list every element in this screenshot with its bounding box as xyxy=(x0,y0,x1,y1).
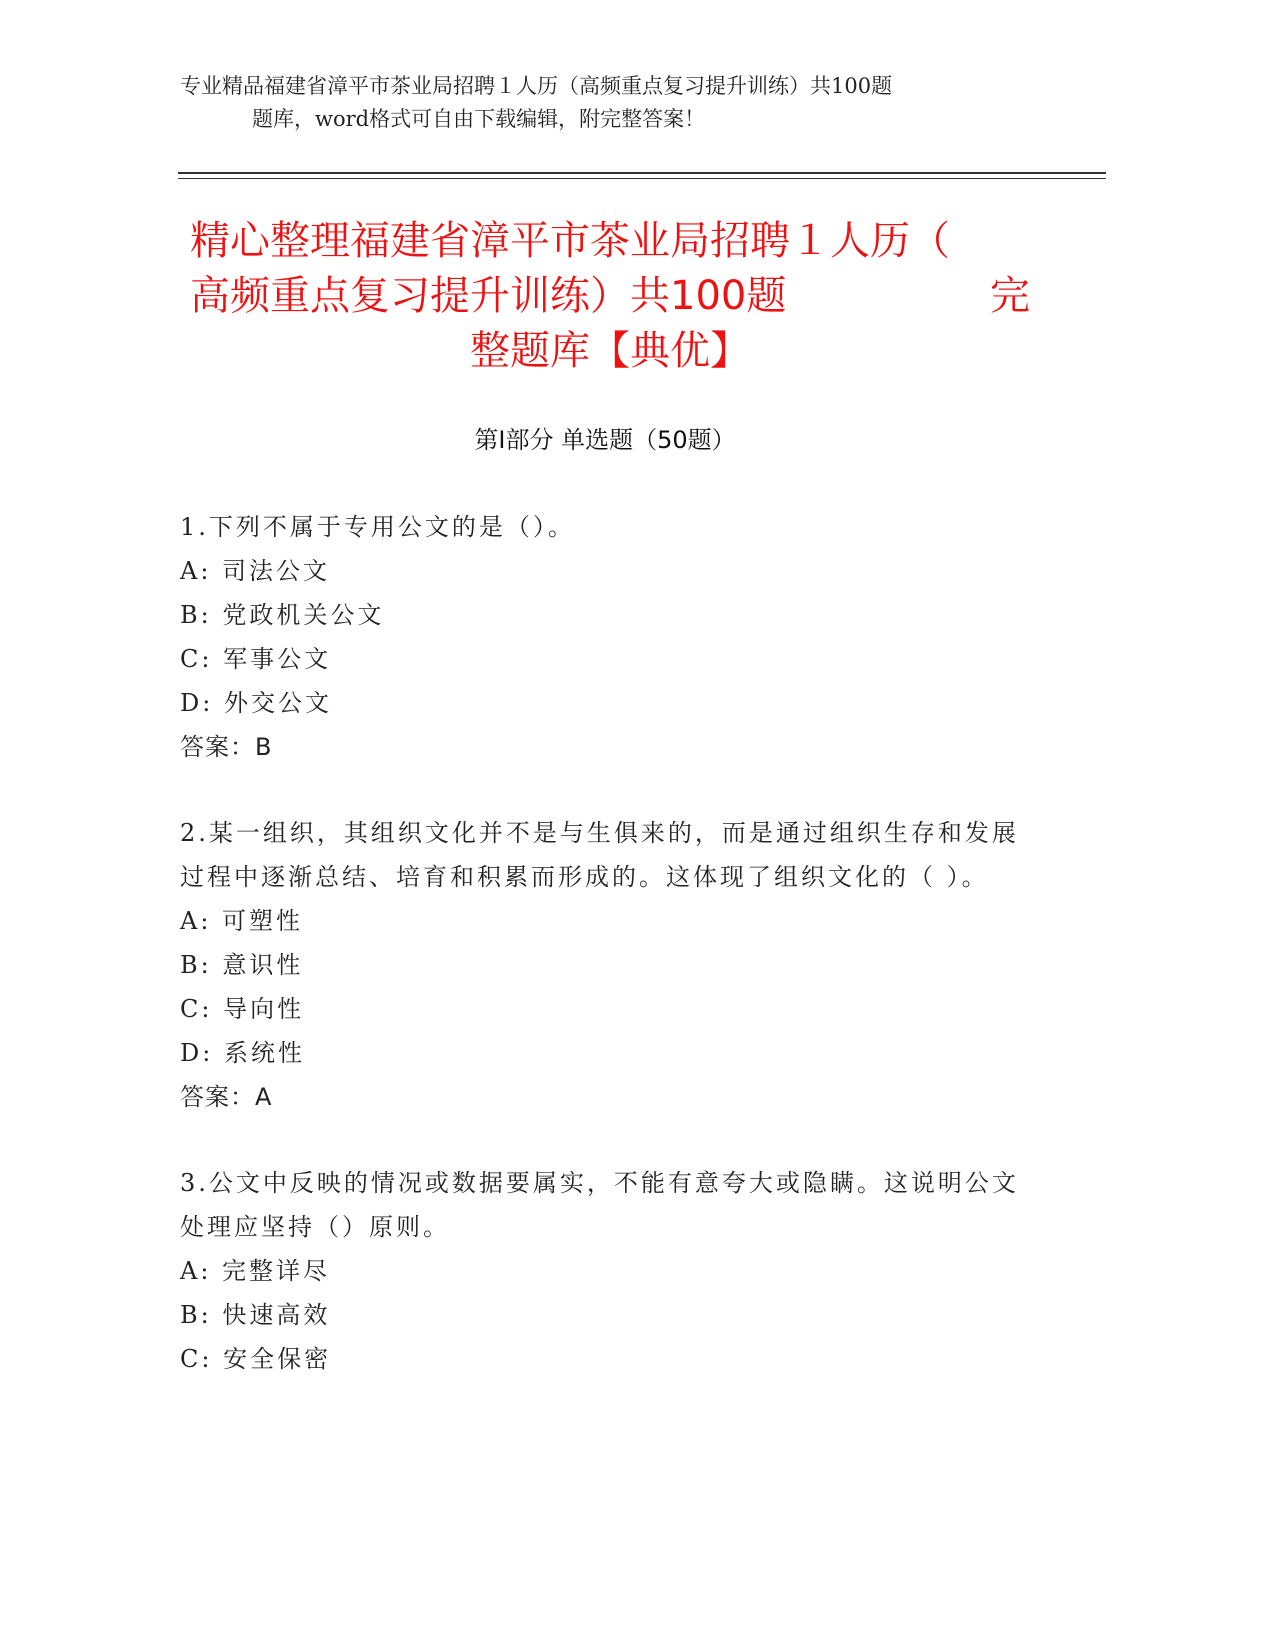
question-list xyxy=(180,505,1020,1381)
question-stem: 1.下列不属于专用公文的是（）。 xyxy=(180,513,575,541)
option-c: C: 导向性 xyxy=(180,995,305,1023)
document-title xyxy=(190,214,1030,379)
question-spacer xyxy=(180,1119,1020,1161)
title-line-3: 整题库【典优】 xyxy=(470,328,750,374)
option-c: C: 安全保密 xyxy=(180,1345,332,1373)
header-line-1: 专业精品福建省漳平市茶业局招聘１人历（高频重点复习提升训练）共100题 xyxy=(180,74,893,98)
option-b: B: 快速高效 xyxy=(180,1301,331,1329)
answer: 答案：A xyxy=(180,1083,273,1111)
answer: 答案：B xyxy=(180,733,273,761)
option-d: D: 系统性 xyxy=(180,1039,305,1067)
page-header xyxy=(180,70,1030,136)
option-a: A: 可塑性 xyxy=(180,907,304,935)
header-rule-thick xyxy=(178,172,1106,174)
option-d: D: 外交公文 xyxy=(180,689,332,717)
option-b: B: 意识性 xyxy=(180,951,304,979)
question-stem: 2.某一组织，其组织文化并不是与生俱来的，而是通过组织生存和发展过程中逐渐总结、培育和积累而形成的。这体现了组织文化的（ ）。 xyxy=(180,819,1019,891)
option-a: A: 完整详尽 xyxy=(180,1257,331,1285)
section-title: 第Ⅰ部分 单选题（50题） xyxy=(474,426,736,454)
title-line-2 xyxy=(190,269,1030,324)
option-c: C: 军事公文 xyxy=(180,645,332,673)
option-b: B: 党政机关公文 xyxy=(180,601,385,629)
question-3 xyxy=(180,1161,1020,1381)
question-spacer xyxy=(180,769,1020,811)
title-line-2-main: 高频重点复习提升训练）共100题 xyxy=(190,273,787,319)
title-line-2-tail: 完 xyxy=(990,273,1030,319)
title-line-1: 精心整理福建省漳平市茶业局招聘１人历（ xyxy=(190,218,950,264)
header-line-2: 题库，word格式可自由下载编辑，附完整答案！ xyxy=(252,107,706,131)
question-stem: 3.公文中反映的情况或数据要属实，不能有意夸大或隐瞒。这说明公文处理应坚持（）原则。 xyxy=(180,1169,1019,1241)
question-2 xyxy=(180,811,1020,1119)
question-1 xyxy=(180,505,1020,769)
header-rule-thin xyxy=(178,178,1106,179)
option-a: A: 司法公文 xyxy=(180,557,331,585)
